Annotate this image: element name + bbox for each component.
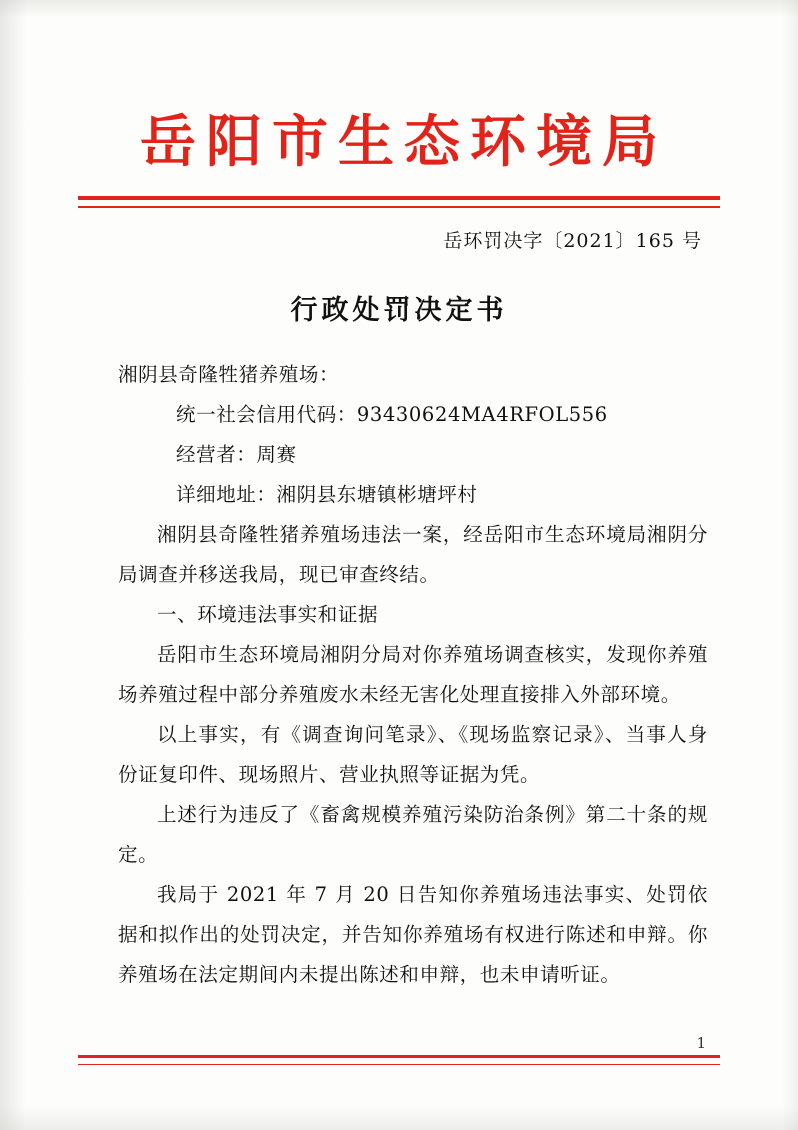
paragraph-investigation-finding: 岳阳市生态环境局湘阴分局对你养殖场调查核实，发现你养殖场养殖过程中部分养殖废水未经无害化处理直接排入外部环境。 [118, 643, 708, 706]
scan-edge-shading-top [0, 0, 798, 18]
footer-rule-thin [78, 1064, 720, 1065]
footer-rule-thick [78, 1055, 720, 1058]
scan-edge-shading-bottom [0, 1106, 798, 1130]
field-operator: 经营者：周赛 [176, 443, 297, 466]
paragraph-regulation-violated: 上述行为违反了《畜禽规模养殖污染防治条例》第二十条的规定。 [118, 803, 708, 866]
issuing-authority-name: 岳阳市生态环境局 [140, 109, 668, 175]
paragraph-notification-and-hearing: 我局于 2021 年 7 月 20 日告知你养殖场违法事实、处罚依据和拟作出的处罚决定，并告知你养殖场有权进行陈述和申辩。你养殖场在法定期间内未提出陈述和申辩，也未申请听证。 [118, 883, 708, 986]
letterhead-rule-thin [78, 206, 720, 208]
field-address: 详细地址：湘阴县东塘镇彬塘坪村 [176, 483, 478, 506]
addressee-line: 湘阴县奇隆牲猪养殖场： [118, 363, 340, 386]
paragraph-case-summary: 湘阴县奇隆牲猪养殖场违法一案，经岳阳市生态环境局湘阴分局调查并移送我局，现已审查终结。 [118, 523, 708, 586]
section-heading-facts-evidence: 一、环境违法事实和证据 [157, 603, 379, 626]
field-credit-code: 统一社会信用代码：93430624MA4RFOL556 [176, 403, 608, 426]
letterhead [0, 109, 798, 175]
page-number: 1 [696, 1034, 706, 1052]
page-title: 行政处罚决定书 [290, 295, 508, 326]
letterhead-rule-thick [78, 196, 720, 200]
paragraph-evidence-list: 以上事实，有《调查询问笔录》、《现场监察记录》、当事人身份证复印件、现场照片、营业执照等证据为凭。 [118, 723, 708, 786]
document-number: 岳环罚决字〔2021〕165 号 [443, 230, 702, 252]
document-body [118, 355, 708, 995]
